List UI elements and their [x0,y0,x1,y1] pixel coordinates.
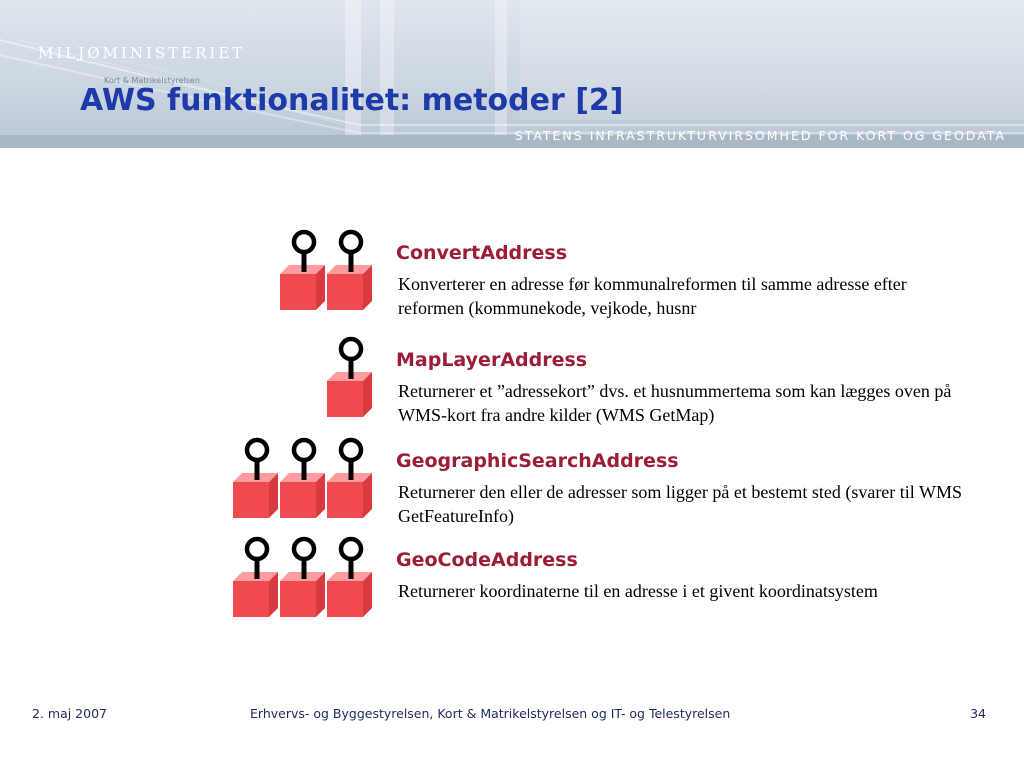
header-tagline: STATENS INFRASTRUKTURVIRSOMHED FOR KORT OG GEODATA [514,128,1006,143]
interface-cube-icon [327,440,372,518]
method-description: Konverterer en adresse før kommunalreformen til samme adresse efter reformen (kommunekode, vejkode, husnr [398,274,907,318]
slide-title: AWS funktionalitet: metoder [2] [80,83,624,118]
method-name: ConvertAddress [396,242,568,264]
interface-cube-icon [280,440,325,518]
interface-cube-icon [280,539,325,617]
header-banner [0,0,1024,148]
interface-cube-icon [233,539,278,617]
method-icon-group [0,535,380,625]
method-description: Returnerer et ”adressekort” dvs. et husnummertema som kan lægges oven på WMS-kort fra andre kilder (WMS GetMap) [398,381,952,425]
method-name: MapLayerAddress [396,349,588,371]
interface-cube-icon [280,232,325,310]
method-name: GeographicSearchAddress [396,450,679,472]
method-icon-group [0,335,380,425]
interface-cube-icon [327,232,372,310]
method-icon-group [0,228,380,318]
method-description: Returnerer den eller de adresser som ligger på et bestemt sted (svarer til WMS GetFeatureInfo) [398,482,962,526]
footer-date: 2. maj 2007 [32,706,107,721]
interface-cube-icon [327,339,372,417]
agency-name: Kort & Matrikelstyrelsen [104,76,200,85]
footer-organizations: Erhvervs- og Byggestyrelsen, Kort & Matrikelstyrelsen og IT- og Telestyrelsen [250,706,731,721]
bridge-background-image [0,0,1024,148]
method-description: Returnerer koordinaterne til en adresse i et givent koordinatsystem [398,581,878,601]
method-name: GeoCodeAddress [396,549,578,571]
page-number: 34 [970,706,986,721]
interface-cube-icon [233,440,278,518]
interface-cube-icon [327,539,372,617]
ministry-logo-text: MILJØMINISTERIET [38,44,246,62]
method-icon-group [0,436,380,526]
